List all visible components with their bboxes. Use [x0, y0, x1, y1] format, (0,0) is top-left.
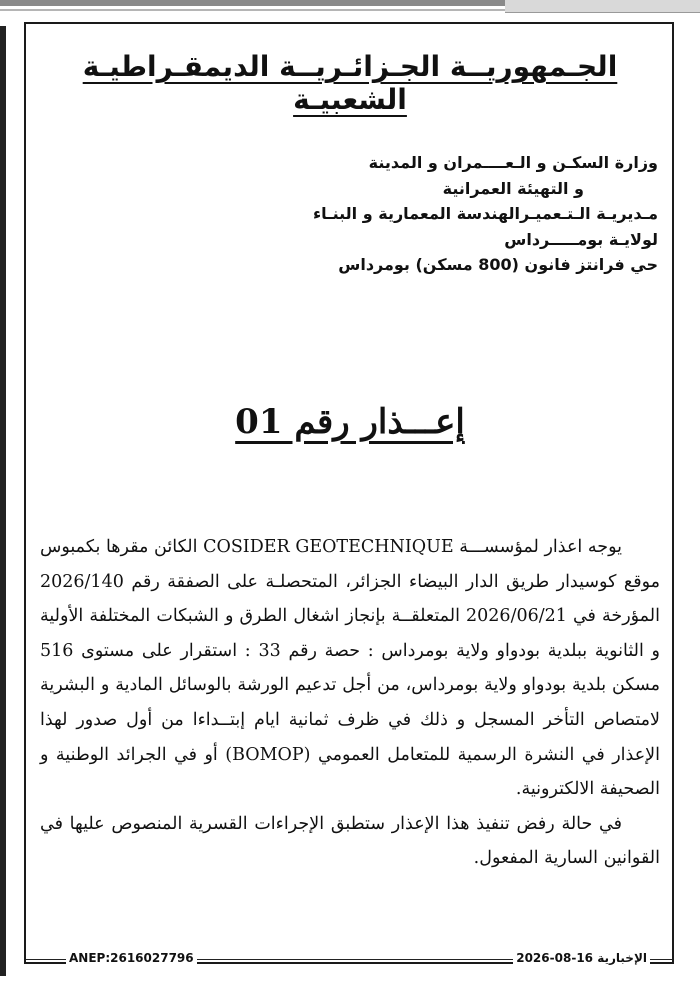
notice-body — [40, 530, 660, 876]
address-line: حي فرانتز فانون (800 مسكن) بومرداس — [338, 255, 658, 274]
directorate-line: مـديريـة الـتـعميـرالهندسة المعمارية و البنـاء — [312, 204, 658, 223]
body-paragraph-2: في حالة رفض تنفيذ هذا الإعذار ستطبق الإجراءات القسرية المنصوص عليها في القوانين السارية المفعول. — [40, 813, 660, 869]
ministry-line: وزارة السكـن و الـعــــمران و المدينة — [368, 153, 658, 172]
issuing-authority — [98, 150, 658, 278]
anep-code: ANEP:2616027796 — [66, 951, 197, 965]
province-line: لولايـة بومـــــرداس — [504, 229, 658, 249]
bomop-code: (BOMOP) — [225, 744, 311, 765]
ministry-line-2: و التهيئة العمرانية — [442, 178, 584, 198]
body-paragraph-1-text: يوجه اعذار لمؤسســـة COSIDER GEOTECHNIQUE الكائن مقرها بكمبوس موقع كوسيدار طريق الدار البيضاء الجزائر، المتحصلـة على الصفقة رقم 2026/140 المؤرخة في 2026/06/21 المتعلقــة بإنجاز اشغال الطرق و الشبكات المختلفة الأولية و الثانوية ببلدية بودواو ولاية بومرداس : حصة رقم 33 : استقرار على مستوى 516 مسكن بلدية بودواو ولاية بومرداس، من أجل تدعيم الورشة بالوسائل المادية و البشرية لامتصاص التأخر المسجل و ذلك في ظرف ثمانية ايام إبتــداءا من أول صدور لهذا الإعذار في النشرة الرسمية للمتعامل العمومي — [40, 537, 660, 765]
republic-heading: الجـمهوريــة الجـزائـريــة الديمقـراطيـة الشعبيـة — [82, 50, 618, 116]
body-paragraph-1-end: أو في الجرائد الوطنية و الصحيفة الالكترونية. — [40, 744, 660, 800]
body-paragraph-1 — [40, 530, 660, 807]
publication-line: الإخبارية 16-08-2026 — [513, 951, 650, 965]
notice-title: إعـــذار رقم 01 — [235, 402, 465, 442]
